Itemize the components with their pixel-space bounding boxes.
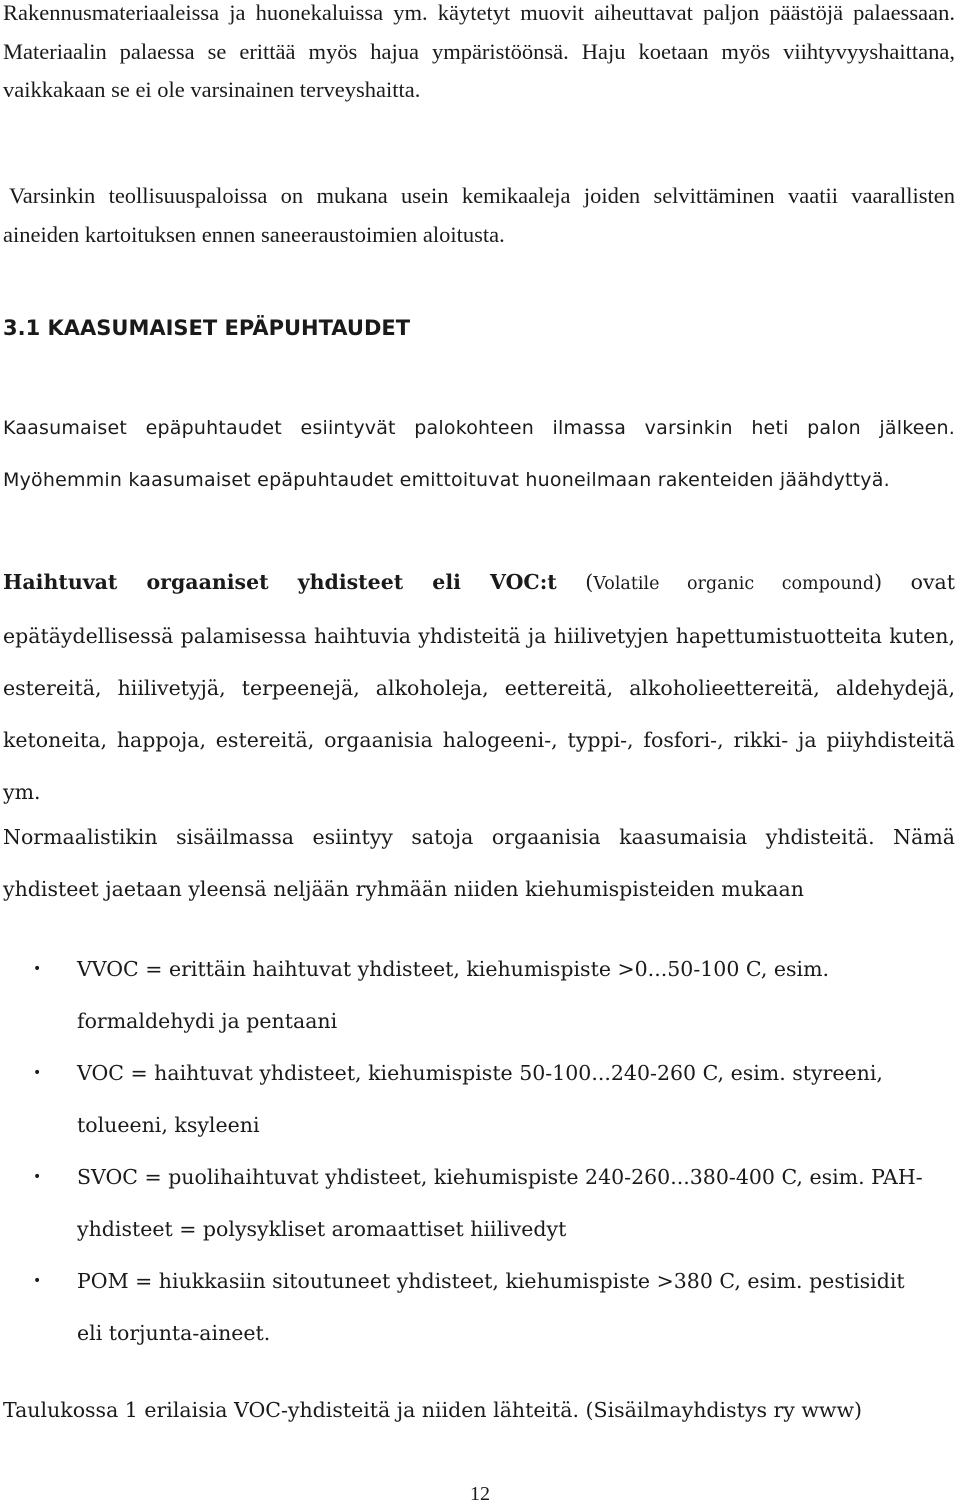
list-item xyxy=(0,1151,927,1255)
voc-term: Haihtuvat orgaaniset yhdisteet eli VOC:t xyxy=(3,570,557,594)
list-item-text: VOC = haihtuvat yhdisteet, kiehumispiste 50-100...240-260 C, esim. styreeni, tolueeni, ksyleeni xyxy=(77,1061,883,1137)
voc-description: ovat epätäydellisessä palamisessa haihtuvia yhdisteitä ja hiilivetyjen hapettumistuotteita kuten, estereitä, hiilivetyjä, terpeenejä, alkoholeja, eettereitä, alkoholieettereitä, aldehydejä, ketoneita, happoja, estereitä, orgaanisia halogeeni-, typpi-, fosfori-, rikki- ja piiyhdisteitä ym. xyxy=(3,570,955,804)
list-item-text: SVOC = puolihaihtuvat yhdisteet, kiehumispiste 240-260...380-400 C, esim. PAH-yhdisteet = polysykliset aromaattiset hiilivedyt xyxy=(77,1165,923,1241)
bullet-icon: • xyxy=(33,961,42,977)
bullet-icon: • xyxy=(33,1065,42,1081)
paragraph-voc xyxy=(3,556,955,818)
paragraph-intro: Rakennusmateriaaleissa ja huonekaluissa ym. käytetyt muovit aiheuttavat paljon päästöjä palaessaan. Materiaalin palaessa se erittää myös hajua ympäristöönsä. Haju koetaan myös viihtyvyyshaittana, vaikkakaan se ei ole varsinainen terveyshaitta. xyxy=(3,0,955,102)
list-item-text: VVOC = erittäin haihtuvat yhdisteet, kiehumispiste >0...50-100 C, esim. formaldehydi ja pentaani xyxy=(77,957,830,1033)
page-number: 12 xyxy=(470,1483,490,1505)
table-reference: Taulukossa 1 erilaisia VOC-yhdisteitä ja niiden lähteitä. (Sisäilmayhdistys ry www) xyxy=(3,1398,863,1422)
bullet-icon: • xyxy=(33,1169,42,1185)
bullet-icon: • xyxy=(33,1273,42,1289)
list-item xyxy=(0,943,927,1047)
list-item xyxy=(0,1255,927,1359)
list-item-text: POM = hiukkasiin sitoutuneet yhdisteet, kiehumispiste >380 C, esim. pestisidit eli torjunta-aineet. xyxy=(77,1269,905,1345)
section-heading: 3.1 KAASUMAISET EPÄPUHTAUDET xyxy=(3,316,411,340)
paragraph-industrial: Varsinkin teollisuuspaloissa on mukana usein kemikaaleja joiden selvittäminen vaatii vaarallisten aineiden kartoituksen ennen saneeraustoimien aloitusta. xyxy=(3,183,955,247)
list-item xyxy=(0,1047,927,1151)
paragraph-gaseous: Kaasumaiset epäpuhtaudet esiintyvät palokohteen ilmassa varsinkin heti palon jälkeen. Myöhemmin kaasumaiset epäpuhtaudet emittoituvat huoneilmaan rakenteiden jäähdyttyä. xyxy=(3,417,955,491)
voc-close-paren: ) xyxy=(874,570,883,594)
voc-english-term: Volatile organic compound xyxy=(593,574,875,594)
boiling-point-group-list xyxy=(0,943,960,1359)
voc-open-paren: ( xyxy=(556,570,594,594)
paragraph-normal-air: Normaalistikin sisäilmassa esiintyy satoja orgaanisia kaasumaisia yhdisteitä. Nämä yhdisteet jaetaan yleensä neljään ryhmään niiden kiehumispisteiden mukaan xyxy=(3,825,955,901)
